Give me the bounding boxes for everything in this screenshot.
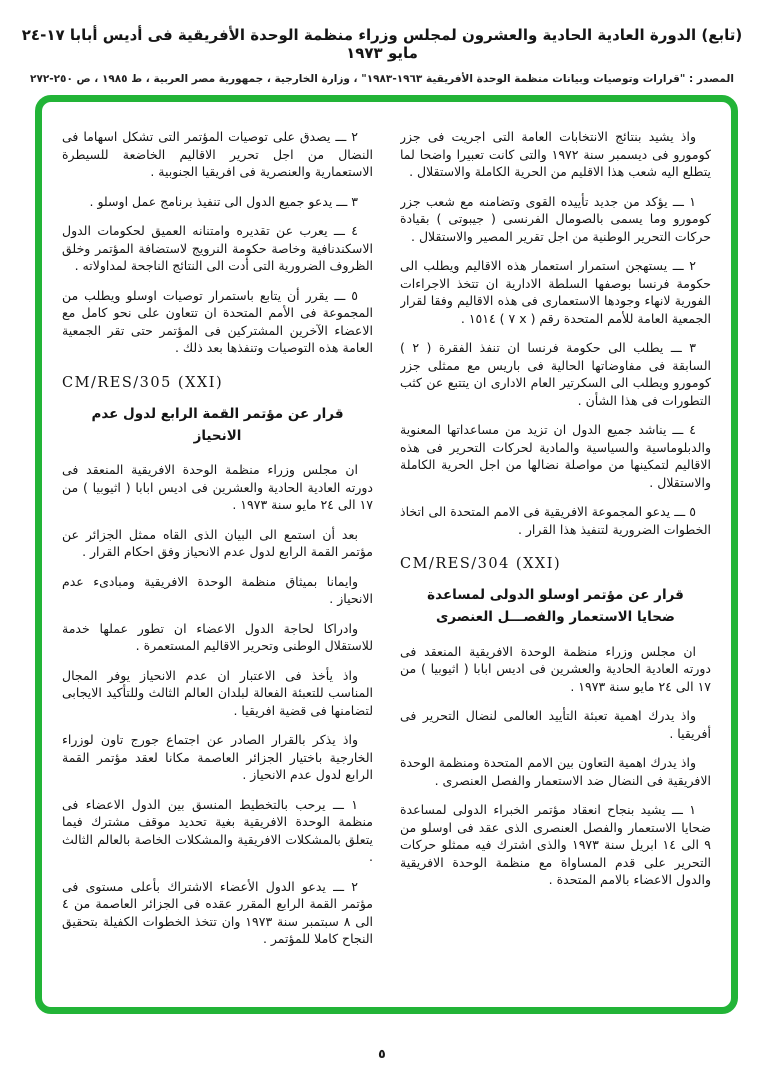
paragraph: ٤ ـــ يعرب عن تقديره وامتنانه العميق لحكومات الدول الاسكندنافية وخاصة حكومة النرويج لاستضافة المؤتمر وخلق الظروف الضرورية التى أدت الى النتائج الناجحة لمداولاته . (62, 223, 373, 273)
paragraph: ان مجلس وزراء منظمة الوحدة الافريقية المنعقد فى دورته العادية الحادية والعشرين فى اديس ابابا ( اثيوبيا ) من ١٧ الى ٢٤ مايو سنة ١٩٧٣ . (400, 643, 711, 694)
column-left (62, 128, 373, 999)
resolution-code: CM/RES/304 (XXI) (400, 556, 562, 572)
resolution-code: CM/RES/305 (XXI) (62, 374, 224, 391)
document-source: المصدر : "قرارات وتوصيات وبيانات منظمة الوحدة الأفريقية ١٩٦٣-١٩٨٣" ، وزارة الخارجية ، جمهورية مصر العربية ، ط ١٩٨٥ ، ص ٢٥٠-٢٧٢ (30, 73, 734, 85)
paragraph: واذ يأخذ فى الاعتبار ان عدم الانحياز يوفر المجال المناسب للتعبئة الفعالة لبلدان العالم الثالث وللتأكيد الايجابى لتضامنها فى قضية افريقيا . (62, 667, 373, 718)
paragraph: ٤ ـــ يناشد جميع الدول ان تزيد من مساعداتها المعنوية والدبلوماسية والسياسية والمادية لحركات التحرير فى هذه الاقاليم لتمكينها من مواصلة نضالها من اجل الحرية الكاملة والاستقلال . (400, 422, 711, 490)
paragraph: ٥ ـــ يقرر أن يتابع باستمرار توصيات اوسلو ويطلب من المجموعة فى الأمم المتحدة ان تتعاون على نحو كامل مع الاعضاء الآخرين المشتركين فى المؤتمر حتى تقر الجمعية العامة هذه التوصيات وتنفذها بعد ذلك . (62, 287, 373, 355)
two-column-layout (62, 128, 711, 999)
paragraph: وايمانا بميثاق منظمة الوحدة الافريقية ومبادىء عدم الانحياز . (62, 573, 373, 607)
paragraph: ٢ ـــ يستهجن استمرار استعمار هذه الاقاليم ويطلب الى حكومة فرنسا بوصفها السلطة الادارية ان تتخذ الاجراءات الفورية لانهاء وجودها الاستعمارى فى هذه الاقاليم وفقا لقرار الجمعية العامة للأمم المتحدة رقم ( x ٧ ) ١٥١٤ . (400, 258, 711, 326)
document-title: (تابع) الدورة العادية الحادية والعشرون لمجلس وزراء منظمة الوحدة الأفريقية فى أديس أبابا ١٧-٢٤ مايو ١٩٧٣ (21, 26, 743, 62)
paragraph: ٥ ـــ يدعو المجموعة الافريقية فى الامم المتحدة الى اتخاذ الخطوات الضرورية لتنفيذ هذا القرار . (400, 504, 711, 537)
page-number: ٥ (378, 1046, 386, 1061)
paragraph: ١ ـــ يرحب بالتخطيط المنسق بين الدول الاعضاء فى منظمة الوحدة الافريقية بغية تحديد موقف مشترك فيما يتعلق بالمشكلات الافريقية والمشكلات الخاصة بالعالم الثالث . (62, 796, 373, 865)
paragraph: ان مجلس وزراء منظمة الوحدة الافريقية المنعقد فى دورته العادية الحادية والعشرين فى اديس ابابا ( اثيوبيا ) من ١٧ الى ٢٤ مايو سنة ١٩٧٣ . (62, 462, 373, 513)
paragraph: واذ يشيد بنتائج الانتخابات العامة التى اجريت فى جزر كومورو فى ديسمبر سنة ١٩٧٢ والتى كانت تعبيرا واضحا لما يتطلع اليه شعب هذا الاقليم من الحرية الكاملة والاستقلال . (400, 129, 711, 179)
resolution-title: قرار عن مؤتمر اوسلو الدولى لمساعدة ضحايا الاستعمار والفصـــل العنصرى (427, 587, 684, 626)
paragraph: ٣ ـــ يدعو جميع الدول الى تنفيذ برنامج عمل اوسلو . (89, 193, 358, 209)
paragraph: ٢ ـــ يدعو الدول الأعضاء الاشتراك بأعلى مستوى فى مؤتمر القمة الرابع المقرر عقده فى الجزائر العاصمة من ٤ الى ٨ سبتمبر سنة ١٩٧٣ وان تتخذ الخطوات الكفيلة بتحقيق النجاح كاملا للمؤتمر . (62, 878, 373, 947)
column-right (400, 128, 711, 999)
paragraph: وادراكا لحاجة الدول الاعضاء ان تطور عملها خدمة للاستقلال الوطنى وتحرير الاقاليم المستعمرة . (62, 620, 373, 654)
paragraph: واذ يدرك اهمية تعبئة التأييد العالمى لنضال التحرير فى أفريقيا . (400, 708, 711, 741)
paragraph: واذ يذكر بالقرار الصادر عن اجتماع جورج تاون لوزراء الخارجية باختيار الجزائر العاصمة مكانا لعقد مؤتمر القمة الرابع لدول عدم الانحياز . (62, 732, 373, 783)
paragraph: ٣ ـــ يطلب الى حكومة فرنسا ان تنفذ الفقرة ( ٢ ) السابقة فى مفاوضاتها الحالية فى باريس مع ممثلى جزر كومورو ويطلب الى السكرتير العام الادارى ان يتتبع عن كثب التطورات فى هذا الشأن . (400, 340, 711, 408)
document-frame (35, 95, 738, 1014)
paragraph: ١ ـــ يشيد بنجاح انعقاد مؤتمر الخبراء الدولى لمساعدة ضحايا الاستعمار والفصل العنصرى الذى عقد فى اوسلو من ٩ الى ١٤ ابريل سنة ١٩٧٣ والذى اشترك فيه ممثلو حركات التحرير على قدم المساواة مع منظمة الوحدة الافريقية والدول الاعضاء بالامم المتحدة . (400, 802, 711, 888)
paragraph: بعد أن استمع الى البيان الذى القاه ممثل الجزائر عن مؤتمر القمة الرابع لدول عدم الانحياز وفق احكام القرار . (62, 526, 373, 560)
page-header (20, 26, 744, 85)
resolution-title: قرار عن مؤتمر القمة الرابع لدول عدم الانحياز (91, 405, 344, 444)
paragraph: واذ يدرك اهمية التعاون بين الامم المتحدة ومنظمة الوحدة الافريقية فى النضال ضد الاستعمار والفصل العنصرى . (400, 755, 711, 788)
paragraph: ١ ـــ يؤكد من جديد تأييده القوى وتضامنه مع شعب جزر كومورو وما يسمى بالصومال الفرنسى ( جيبوتى ) بقيادة حركات التحرير الوطنية من اجل تقرير المصير والاستقلال . (400, 193, 711, 244)
paragraph: ٢ ـــ يصدق على توصيات المؤتمر التى تشكل اسهاما فى النضال من اجل تحرير الاقاليم الخاضعة للسيطرة الاستعمارية والعنصرية فى افريقيا الجنوبية . (62, 129, 373, 179)
